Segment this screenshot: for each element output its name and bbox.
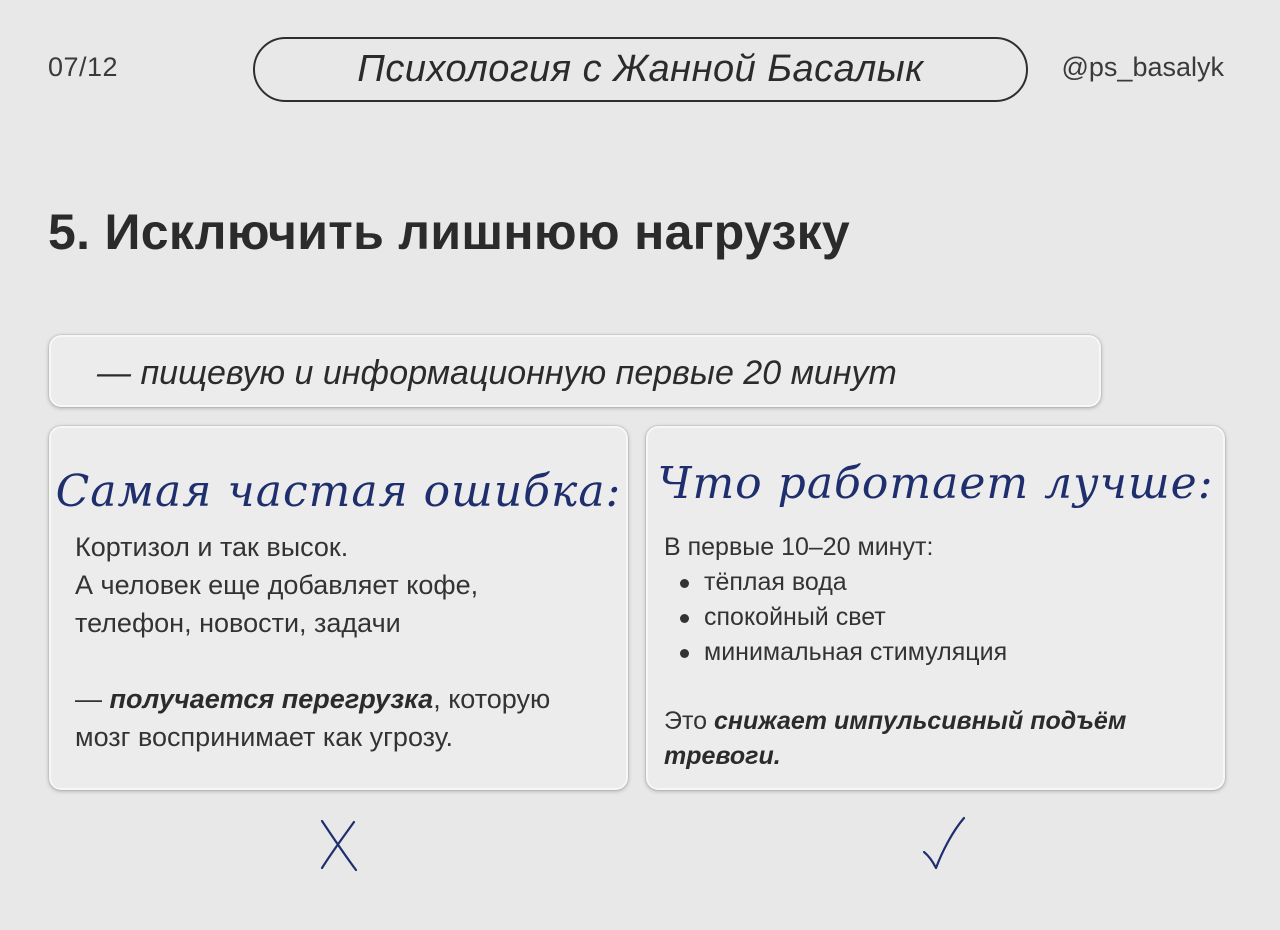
mistake-line: Кортизол и так высок. bbox=[75, 532, 349, 562]
spacer bbox=[75, 642, 610, 680]
check-icon bbox=[920, 816, 968, 870]
result-rest: , которую bbox=[433, 684, 551, 714]
list-item: спокойный свет bbox=[678, 600, 1207, 635]
mistake-line: телефон, новости, задачи bbox=[75, 608, 401, 638]
header-title: Психология с Жанной Басалык bbox=[357, 48, 924, 90]
page-number: 07/12 bbox=[48, 52, 119, 82]
subtitle-panel bbox=[49, 335, 1101, 407]
author-handle: @ps_basalyk bbox=[1061, 52, 1224, 82]
header-title-pill bbox=[253, 37, 1028, 102]
advice-note bbox=[664, 704, 1207, 739]
list-item: тёплая вода bbox=[678, 565, 1207, 600]
result-prefix: — bbox=[75, 684, 110, 714]
note-emphasis: снижает импульсивный подъём bbox=[714, 707, 1127, 735]
note-prefix: Это bbox=[664, 707, 714, 735]
cross-icon bbox=[318, 818, 360, 872]
common-mistake-title: Самая частая ошибка: bbox=[55, 466, 622, 517]
mistake-line: А человек еще добавляет кофе, bbox=[75, 570, 479, 600]
list-item: минимальная стимуляция bbox=[678, 635, 1207, 670]
mistake-result bbox=[75, 680, 610, 718]
what-works-better-card bbox=[646, 426, 1225, 790]
advice-list bbox=[678, 565, 1207, 670]
section-heading: 5. Исключить лишнюю нагрузку bbox=[48, 204, 851, 260]
result-emphasis: получается перегрузка bbox=[109, 684, 434, 714]
common-mistake-body bbox=[75, 528, 610, 756]
note-emphasis-line2: тревоги. bbox=[664, 742, 781, 770]
what-works-better-body bbox=[664, 530, 1207, 774]
subtitle-text: — пищевую и информационную первые 20 минут bbox=[97, 354, 897, 392]
mistake-result-line2: мозг воспринимает как угрозу. bbox=[75, 722, 454, 752]
common-mistake-card bbox=[49, 426, 628, 790]
advice-intro: В первые 10–20 минут: bbox=[664, 533, 934, 561]
what-works-better-title: Что работает лучше: bbox=[657, 458, 1214, 509]
